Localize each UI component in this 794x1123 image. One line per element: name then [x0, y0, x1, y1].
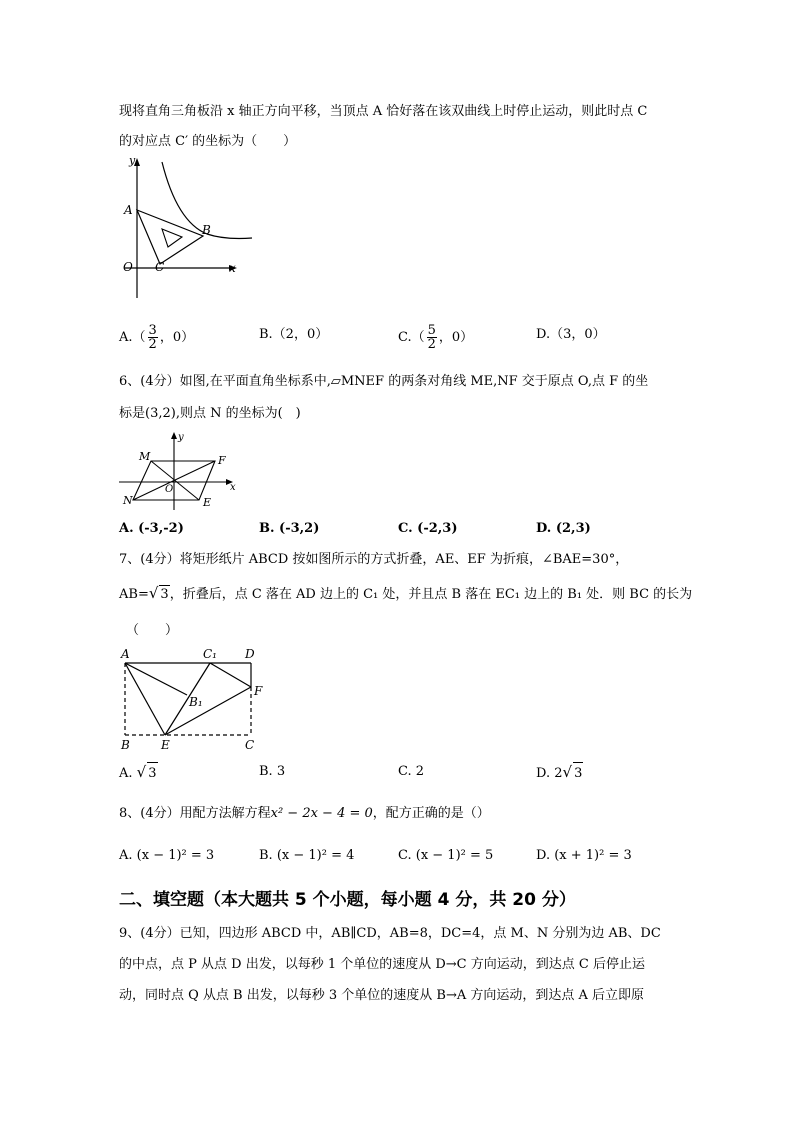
q6-label-y: y — [178, 432, 184, 443]
q6-option-a[interactable]: A. (-3,-2) — [119, 521, 184, 536]
q7-figure — [115, 645, 275, 757]
q6-option-d[interactable]: D. (2,3) — [536, 521, 591, 536]
q9-text-line3: 动，同时点 Q 从点 B 出发，以每秒 3 个单位的速度从 B→A 方向运动，到达点 A 后立即原 — [119, 988, 645, 1003]
q6-label-M: M — [139, 450, 151, 463]
q6-label-N: N — [123, 494, 133, 507]
q6-text-line1: 6、(4分）如图,在平面直角坐标系中,▱MNEF 的两条对角线 ME,NF 交于原点 O,点 F 的坐 — [119, 374, 649, 389]
q7-line-ec1 — [165, 663, 210, 735]
q7-line2-suffix: ，折叠后，点 C 落在 AD 边上的 C₁ 处，并且点 B 落在 EC₁ 边上的 B₁ 处．则 BC 的长为 — [169, 587, 693, 602]
q5-option-a-fraction — [148, 324, 158, 351]
q7-option-d-prefix: D. 2 — [536, 766, 563, 781]
q8-option-d[interactable]: D. (x + 1)² = 3 — [536, 848, 632, 863]
q6-label-E: E — [203, 496, 212, 509]
q7-line2-radical: √ — [148, 584, 159, 602]
q5-option-c-prefix: C.（ — [398, 330, 425, 345]
q7-fold-ef — [165, 687, 251, 735]
q7-option-d[interactable] — [536, 761, 583, 785]
q6-option-b[interactable]: B. (-3,2) — [259, 521, 320, 536]
q8-equation: x² − 2x − 4 = 0 — [270, 806, 373, 821]
q7-option-d-radicand: 3 — [573, 762, 583, 785]
q5-inner-triangle — [162, 229, 182, 247]
q5-label-y: y — [129, 154, 136, 167]
q7-line2-prefix: AB= — [119, 587, 149, 602]
q5-label-A: A — [124, 203, 133, 217]
q5-option-a-numerator: 3 — [148, 323, 157, 338]
q8-line1-prefix: 8、(4分）用配方法解方程 — [119, 806, 271, 821]
q5-option-c-fraction — [427, 324, 437, 351]
q7-line2-radicand: 3 — [160, 587, 169, 602]
q8-text-line1 — [119, 805, 490, 823]
q7-text-line3: （ ） — [126, 623, 179, 638]
q6-figure — [115, 428, 245, 512]
q7-label-B: B — [121, 738, 130, 752]
q7-option-a[interactable] — [119, 761, 158, 785]
q5-triangle — [137, 210, 203, 264]
q7-option-a-radicand: 3 — [147, 762, 157, 785]
q8-option-b[interactable]: B. (x − 1)² = 4 — [259, 848, 355, 863]
q5-option-a-denominator: 2 — [148, 337, 157, 352]
q5-option-a[interactable] — [119, 324, 194, 351]
q7-label-B1: B₁ — [189, 695, 203, 709]
q7-option-a-prefix: A. — [119, 766, 133, 781]
q8-option-c[interactable]: C. (x − 1)² = 5 — [398, 848, 494, 863]
q8-option-a[interactable]: A. (x − 1)² = 3 — [119, 848, 215, 863]
q6-label-F: F — [218, 454, 226, 467]
q7-text-line2 — [119, 584, 692, 604]
q8-line1-suffix: ，配方正确的是（） — [372, 806, 490, 821]
q7-label-C1: C₁ — [203, 647, 217, 661]
q6-label-O: O — [165, 484, 174, 495]
q5-option-b[interactable]: B.（2，0） — [259, 327, 329, 342]
q5-label-C: C — [155, 260, 165, 274]
q9-text-line2: 的中点，点 P 从点 D 出发，以每秒 1 个单位的速度从 D→C 方向运动，到达点 C 后停止运 — [119, 957, 645, 972]
q7-option-b[interactable]: B. 3 — [259, 764, 286, 779]
q5-label-x: x — [229, 261, 236, 275]
q7-label-A: A — [121, 647, 130, 661]
q6-y-arrow — [171, 432, 177, 439]
q5-option-a-suffix: ，0） — [159, 330, 195, 345]
q7-option-c[interactable]: C. 2 — [398, 764, 425, 779]
q5-option-a-prefix: A.（ — [119, 330, 146, 345]
q5-option-c[interactable] — [398, 324, 473, 351]
q5-option-d[interactable]: D.（3，0） — [536, 327, 606, 342]
q6-option-c[interactable]: C. (-2,3) — [398, 521, 458, 536]
section-2-title: 二、填空题（本大题共 5 个小题，每小题 4 分，共 20 分） — [119, 890, 576, 910]
q5-label-B: B — [202, 223, 211, 237]
q7-option-d-radical: √ — [562, 763, 573, 781]
q5-figure — [115, 152, 260, 302]
q6-text-line2: 标是(3,2),则点 N 的坐标为( ) — [119, 406, 301, 421]
q5-option-c-suffix: ，0） — [438, 330, 474, 345]
q7-option-a-radical: √ — [136, 763, 147, 781]
q7-label-F: F — [254, 684, 263, 698]
q5-option-c-numerator: 5 — [427, 323, 436, 338]
q9-text-line1: 9、(4分）已知，四边形 ABCD 中，AB∥CD，AB=8，DC=4，点 M、N 分别为边 AB、DC — [119, 926, 661, 941]
q5-label-O: O — [123, 260, 133, 274]
q7-label-C: C — [245, 738, 255, 752]
q7-line-c1f — [210, 663, 251, 687]
q7-text-line1: 7、(4分）将矩形纸片 ABCD 按如图所示的方式折叠，AE、EF 为折痕，∠BAE=30°， — [119, 552, 629, 567]
q5-text-line2: 的对应点 C′ 的坐标为（ ） — [119, 134, 297, 149]
q5-option-c-denominator: 2 — [427, 337, 436, 352]
q7-label-E: E — [161, 738, 170, 752]
q7-label-D: D — [245, 647, 255, 661]
q6-label-x: x — [230, 482, 236, 493]
q5-text-line1: 现将直角三角板沿 x 轴正方向平移，当顶点 A 恰好落在该双曲线上时停止运动，则此时点 C — [119, 104, 648, 119]
